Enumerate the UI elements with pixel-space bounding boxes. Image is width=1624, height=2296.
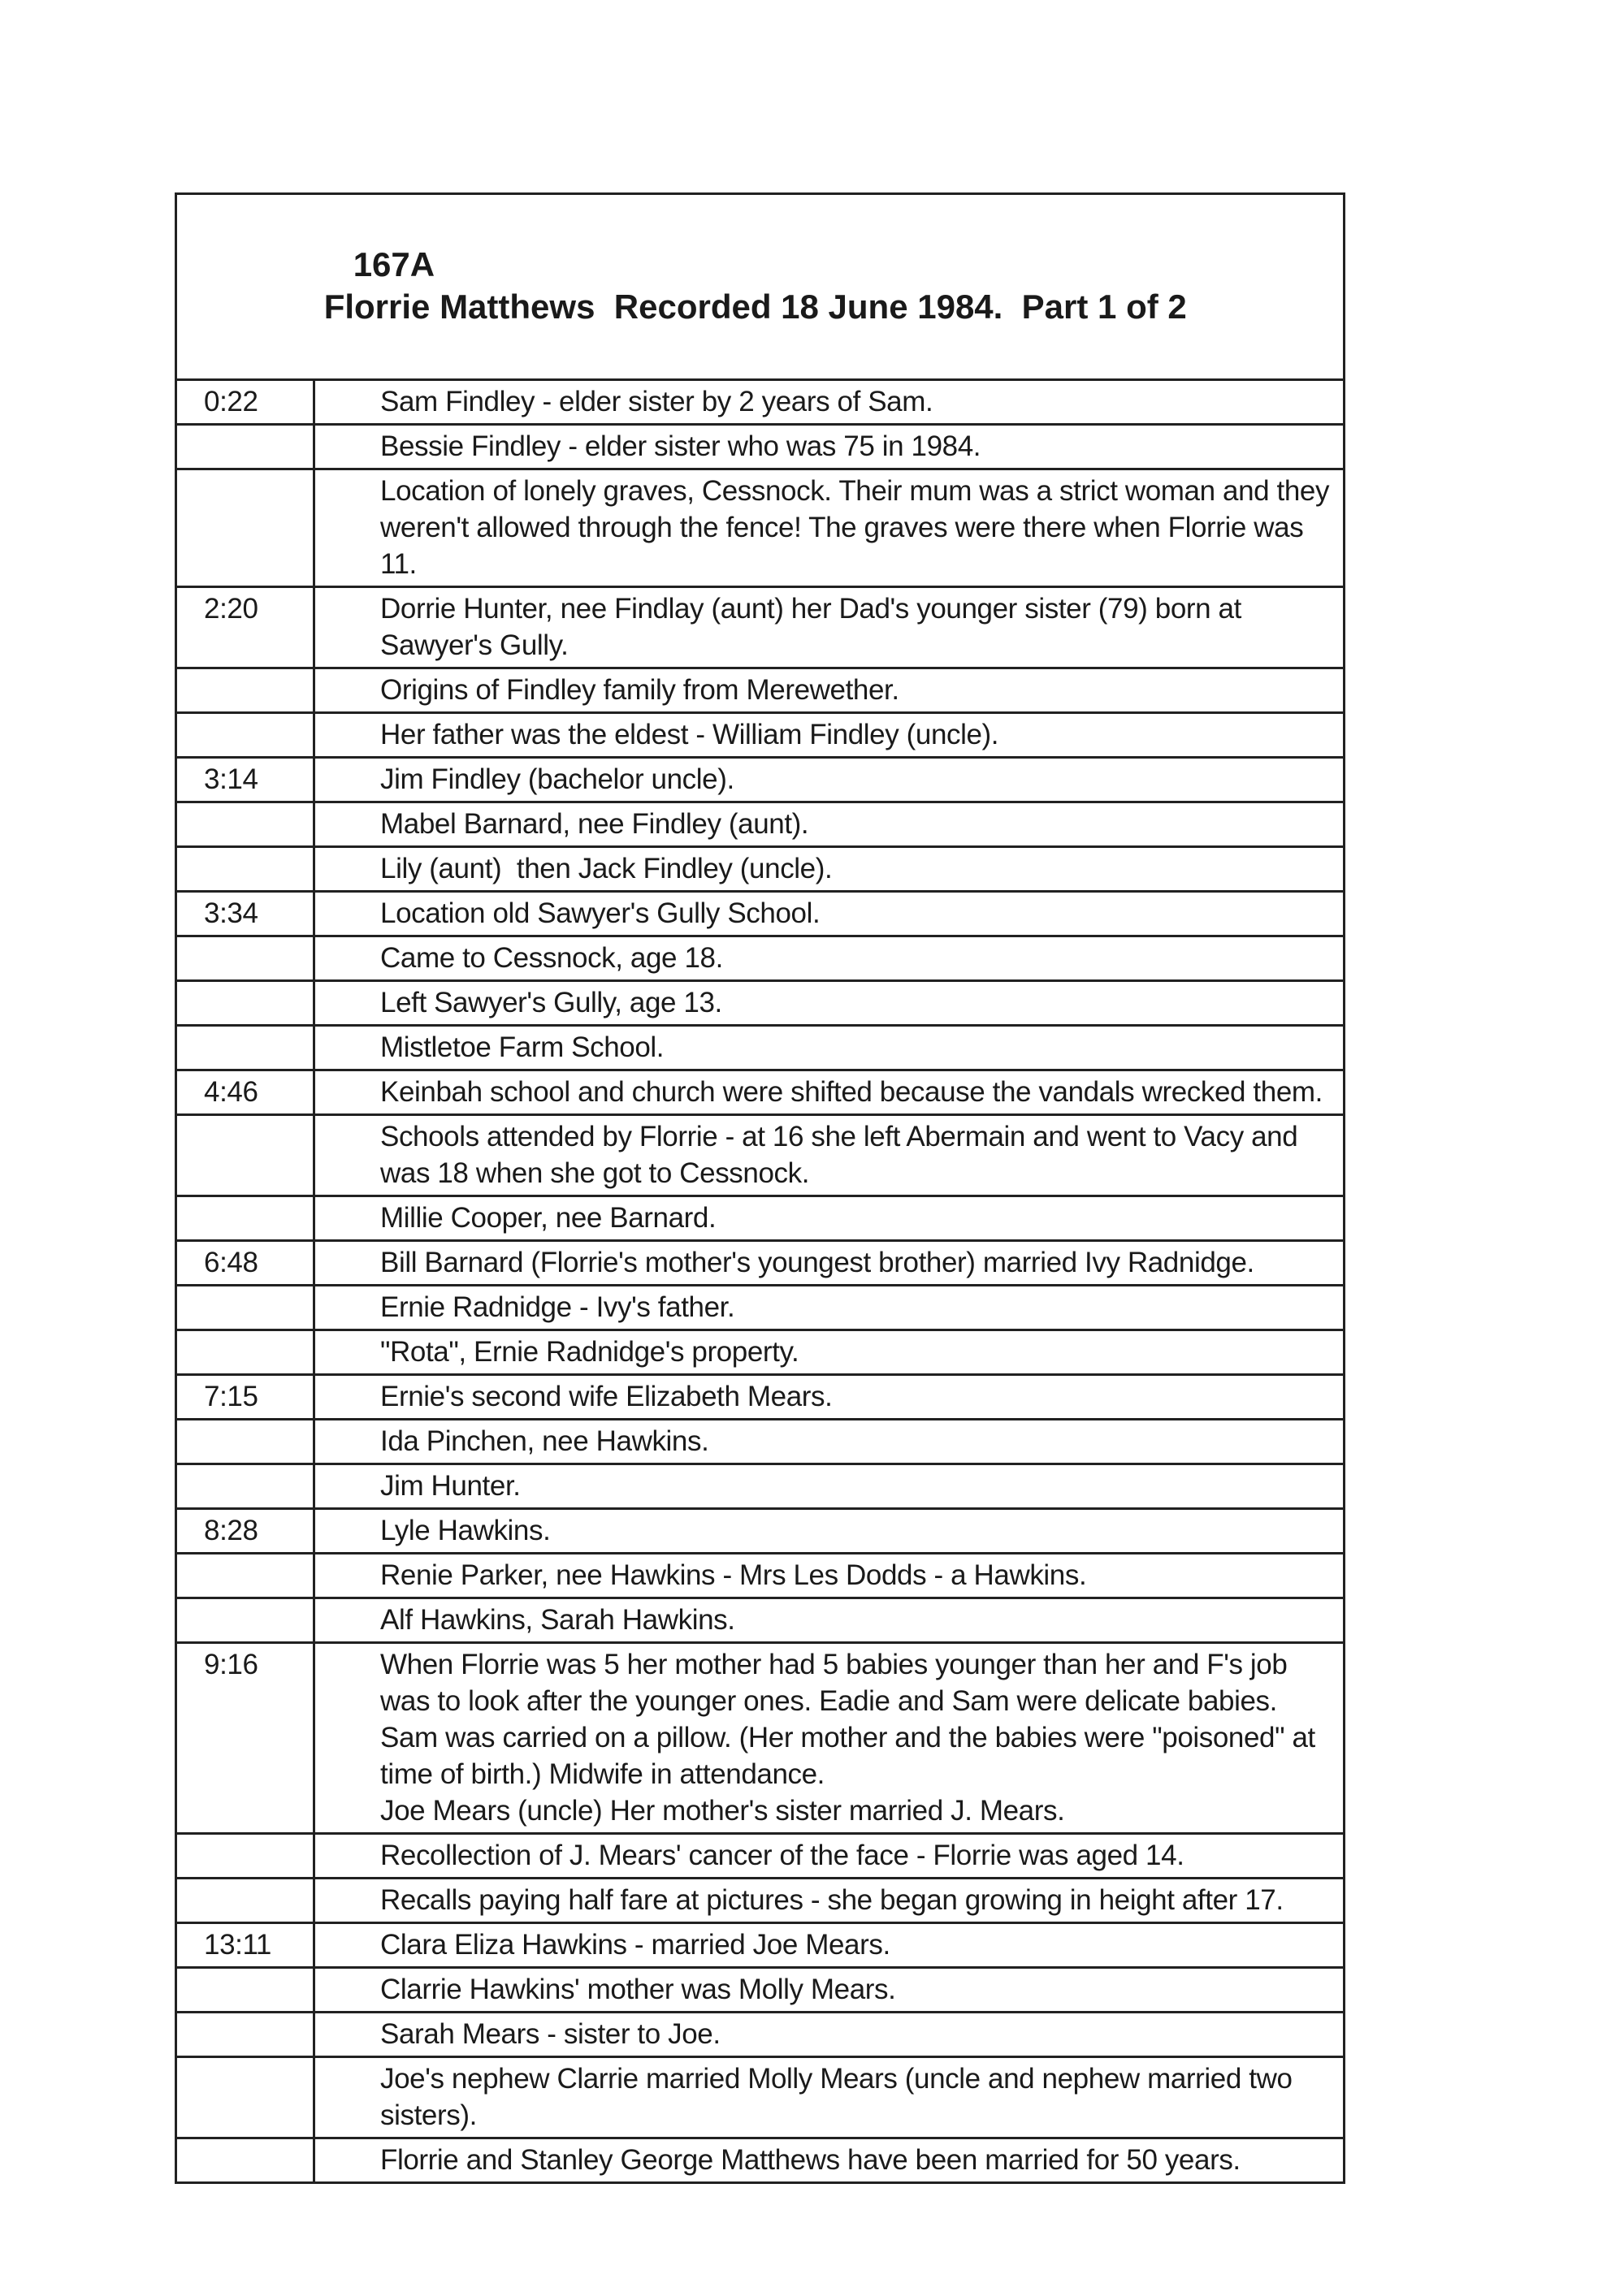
time-cell	[176, 1330, 314, 1375]
time-cell	[176, 1115, 314, 1196]
description-paragraph: Ernie's second wife Elizabeth Mears.	[380, 1381, 833, 1412]
header-cell	[176, 194, 1345, 380]
description-cell	[314, 2013, 1345, 2057]
description-paragraph: Millie Cooper, nee Barnard.	[380, 1202, 717, 1234]
time-cell	[176, 847, 314, 892]
time-cell	[176, 713, 314, 758]
time-cell	[176, 469, 314, 587]
description-paragraph: Came to Cessnock, age 18.	[380, 942, 723, 974]
description-cell	[314, 1375, 1345, 1420]
time-cell: 3:14	[176, 758, 314, 802]
table-row	[176, 2057, 1345, 2138]
table-row	[176, 1923, 1345, 1968]
time-cell	[176, 2057, 314, 2138]
time-cell	[176, 936, 314, 981]
table-row	[176, 1026, 1345, 1070]
description-paragraph: Schools attended by Florrie - at 16 she left Abermain and went to Vacy and was 18 when she got to Cessnock.	[380, 1121, 1306, 1189]
time-cell: 9:16	[176, 1643, 314, 1834]
description-paragraph: Sarah Mears - sister to Joe.	[380, 2018, 721, 2050]
description-paragraph: "Rota", Ernie Radnidge's property.	[380, 1336, 799, 1368]
table-row	[176, 1196, 1345, 1241]
description-cell	[314, 847, 1345, 892]
time-cell: 2:20	[176, 587, 314, 668]
time-cell	[176, 2013, 314, 2057]
table-row	[176, 587, 1345, 668]
description-cell	[314, 425, 1345, 469]
description-paragraph: Lily (aunt) then Jack Findley (uncle).	[380, 853, 833, 884]
description-cell	[314, 1330, 1345, 1375]
description-cell	[314, 1286, 1345, 1330]
description-paragraph: Jim Findley (bachelor uncle).	[380, 763, 734, 795]
time-cell	[176, 1026, 314, 1070]
time-cell	[176, 668, 314, 713]
time-cell	[176, 802, 314, 847]
description-paragraph: Keinbah school and church were shifted because the vandals wrecked them.	[380, 1076, 1323, 1108]
catalog-number: 167A	[353, 245, 435, 283]
table-row	[176, 1241, 1345, 1286]
description-cell	[314, 1070, 1345, 1115]
description-paragraph: Sam Findley - elder sister by 2 years of Sam.	[380, 386, 933, 417]
description-paragraph: Her father was the eldest - William Findley (uncle).	[380, 719, 999, 750]
description-paragraph: Origins of Findley family from Merewether.	[380, 674, 899, 706]
time-cell	[176, 1286, 314, 1330]
table-row	[176, 425, 1345, 469]
description-paragraph: Renie Parker, nee Hawkins - Mrs Les Dodds - a Hawkins.	[380, 1559, 1087, 1591]
description-paragraph: Jim Hunter.	[380, 1470, 521, 1502]
table-row	[176, 802, 1345, 847]
table-row	[176, 469, 1345, 587]
description-cell	[314, 1026, 1345, 1070]
description-paragraph: Location old Sawyer's Gully School.	[380, 897, 821, 929]
description-cell	[314, 1464, 1345, 1509]
description-cell	[314, 1968, 1345, 2013]
time-cell	[176, 425, 314, 469]
description-cell	[314, 587, 1345, 668]
table-row	[176, 2138, 1345, 2183]
description-paragraph: Dorrie Hunter, nee Findlay (aunt) her Dad's younger sister (79) born at Sawyer's Gully.	[380, 593, 1249, 661]
table-row	[176, 847, 1345, 892]
table-row	[176, 1598, 1345, 1643]
description-paragraph: Recollection of J. Mears' cancer of the face - Florrie was aged 14.	[380, 1840, 1184, 1871]
description-paragraph: Location of lonely graves, Cessnock. Their mum was a strict woman and they weren't allowed through the fence! The graves were there when Florrie was 11.	[380, 475, 1337, 580]
description-paragraph: Lyle Hawkins.	[380, 1515, 551, 1546]
description-cell	[314, 1509, 1345, 1554]
description-paragraph: Bill Barnard (Florrie's mother's youngest brother) married Ivy Radnidge.	[380, 1247, 1254, 1278]
description-paragraph: Florrie and Stanley George Matthews have been married for 50 years.	[380, 2144, 1241, 2176]
time-cell	[176, 1464, 314, 1509]
description-paragraph: When Florrie was 5 her mother had 5 babies younger than her and F's job was to look after the younger ones. Eadie and Sam were delicate babies. Sam was carried on a pillow. (Her mother and the babies were "poisoned" at time of birth.) Midwife in attendance.	[380, 1649, 1323, 1790]
time-cell: 3:34	[176, 892, 314, 936]
recording-index-table	[175, 192, 1345, 2184]
time-cell: 6:48	[176, 1241, 314, 1286]
table-row	[176, 1330, 1345, 1375]
table-row	[176, 758, 1345, 802]
description-cell	[314, 668, 1345, 713]
table-row	[176, 668, 1345, 713]
table-row	[176, 1115, 1345, 1196]
table-row	[176, 1375, 1345, 1420]
table-row	[176, 1554, 1345, 1598]
time-cell	[176, 1420, 314, 1464]
time-cell	[176, 1554, 314, 1598]
description-cell	[314, 469, 1345, 587]
description-cell	[314, 892, 1345, 936]
index-rows	[176, 380, 1345, 2183]
table-row	[176, 2013, 1345, 2057]
time-cell: 7:15	[176, 1375, 314, 1420]
time-cell	[176, 1598, 314, 1643]
description-cell	[314, 1196, 1345, 1241]
table-row	[176, 892, 1345, 936]
description-cell	[314, 1241, 1345, 1286]
time-cell	[176, 1196, 314, 1241]
description-cell	[314, 981, 1345, 1026]
description-paragraph: Mabel Barnard, nee Findley (aunt).	[380, 808, 809, 840]
table-row	[176, 1643, 1345, 1834]
description-cell	[314, 713, 1345, 758]
description-paragraph: Clara Eliza Hawkins - married Joe Mears.	[380, 1929, 890, 1961]
table-row	[176, 1286, 1345, 1330]
time-cell	[176, 981, 314, 1026]
description-cell	[314, 1598, 1345, 1643]
description-paragraph: Mistletoe Farm School.	[380, 1031, 665, 1063]
description-paragraph: Left Sawyer's Gully, age 13.	[380, 987, 722, 1018]
time-cell: 8:28	[176, 1509, 314, 1554]
description-cell	[314, 380, 1345, 425]
table-row	[176, 1420, 1345, 1464]
description-cell	[314, 2138, 1345, 2183]
description-cell	[314, 2057, 1345, 2138]
time-cell	[176, 1879, 314, 1923]
description-paragraph: Recalls paying half fare at pictures - she began growing in height after 17.	[380, 1884, 1284, 1916]
description-paragraph: Bessie Findley - elder sister who was 75 in 1984.	[380, 430, 981, 462]
time-cell: 13:11	[176, 1923, 314, 1968]
time-cell: 4:46	[176, 1070, 314, 1115]
description-paragraph: Clarrie Hawkins' mother was Molly Mears.	[380, 1974, 896, 2005]
description-paragraph: Joe Mears (uncle) Her mother's sister married J. Mears.	[380, 1795, 1065, 1827]
description-cell	[314, 1879, 1345, 1923]
table-row	[176, 936, 1345, 981]
time-cell	[176, 1834, 314, 1879]
table-row	[176, 981, 1345, 1026]
description-cell	[314, 936, 1345, 981]
description-paragraph: Ida Pinchen, nee Hawkins.	[380, 1425, 709, 1457]
description-cell	[314, 802, 1345, 847]
description-cell	[314, 1643, 1345, 1834]
recording-title: Florrie Matthews Recorded 18 June 1984. Part 1 of 2	[323, 288, 1187, 326]
description-cell	[314, 1923, 1345, 1968]
time-cell: 0:22	[176, 380, 314, 425]
table-row	[176, 713, 1345, 758]
time-cell	[176, 1968, 314, 2013]
table-row	[176, 380, 1345, 425]
table-row	[176, 1968, 1345, 2013]
table-row	[176, 1070, 1345, 1115]
description-cell	[314, 1554, 1345, 1598]
table-row	[176, 1509, 1345, 1554]
header-row	[176, 194, 1345, 380]
description-cell	[314, 1834, 1345, 1879]
description-cell	[314, 758, 1345, 802]
table-row	[176, 1879, 1345, 1923]
description-cell	[314, 1115, 1345, 1196]
time-cell	[176, 2138, 314, 2183]
description-paragraph: Alf Hawkins, Sarah Hawkins.	[380, 1604, 735, 1636]
table-row	[176, 1834, 1345, 1879]
description-paragraph: Ernie Radnidge - Ivy's father.	[380, 1291, 735, 1323]
table-row	[176, 1464, 1345, 1509]
description-cell	[314, 1420, 1345, 1464]
description-paragraph: Joe's nephew Clarrie married Molly Mears (uncle and nephew married two sisters).	[380, 2063, 1300, 2131]
